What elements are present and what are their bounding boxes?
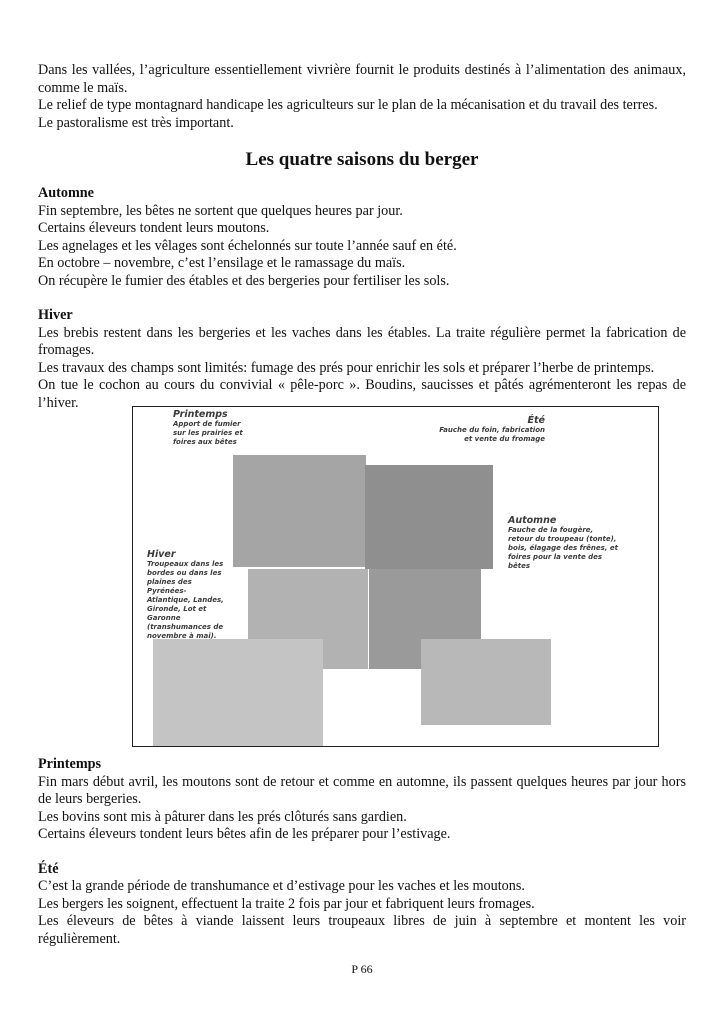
section-line: Les éleveurs de bêtes à viande laissent leurs troupeaux libres de juin à septembre et montent les voir régulièrement. [38,913,686,947]
section-line: Les bergers les soignent, effectuent la traite 2 fois par jour et fabriquent leurs fromages. [38,895,535,912]
photo-ete [365,465,493,569]
section-line: Certains éleveurs tondent leurs bêtes afin de les préparer pour l’estivage. [38,826,451,842]
photo-shepherd-flock [153,639,323,746]
document-body-lower [38,756,686,965]
section-line: Certains éleveurs tondent leurs moutons. [38,220,270,236]
section-hiver [38,307,686,412]
section-line: Les agnelages et les vêlages sont échelonnés sur toute l’année sauf en été. [38,237,457,254]
section-line: Les brebis restent dans les bergeries et les vaches dans les étables. La traite régulière permet la fabrication de fromages. [38,324,686,358]
caption-ete [433,415,545,444]
caption-text: Apport de fumier sur les prairies et foires aux bêtes [173,420,243,446]
section-automne [38,185,686,290]
section-heading: Printemps [38,756,102,772]
document-body [38,62,686,429]
caption-title: Hiver [147,549,176,560]
section-line: C’est la grande période de transhumance et d’estivage pour les vaches et les moutons. [38,878,525,894]
seasons-figure [132,406,659,747]
intro-paragraph: Dans les vallées, l’agriculture essentiellement vivrière fournit le produits destinés à l’alimentation des animaux, comme le maïs. [38,62,686,96]
caption-text: Fauche de la fougère, retour du troupeau (tonte), bois, élagage des frênes, et foires pour la vente des bêtes [508,526,618,570]
caption-title: Automne [508,515,557,526]
page-title: Les quatre saisons du berger [245,149,479,170]
section-heading: Été [38,860,59,877]
intro-block [38,62,686,132]
caption-hiver [147,549,229,641]
caption-printemps [173,409,255,447]
caption-text: Troupeaux dans les bordes ou dans les plaines des Pyrénées-Atlantique, Landes, Gironde, Lot et Garonne (transhumances de novembre à mai). [147,560,224,640]
caption-automne [508,515,620,571]
intro-paragraph: Le pastoralisme est très important. [38,114,234,131]
photo-printemps [233,455,366,567]
photo-donkey-ferns [421,639,551,725]
caption-text: Fauche du foin, fabrication et vente du fromage [439,426,545,443]
section-line: Fin septembre, les bêtes ne sortent que quelques heures par jour. [38,202,403,219]
intro-paragraph: Le relief de type montagnard handicape les agriculteurs sur le plan de la mécanisation et du travail des terres. [38,97,658,113]
section-heading: Hiver [38,307,73,323]
section-printemps [38,756,686,844]
section-line: En octobre – novembre, c’est l’ensilage et le ramassage du maïs. [38,255,406,271]
section-line: On tue le cochon au cours du convivial « pêle-porc ». Boudins, saucisses et pâtés agrémenteront les repas de l’hiver. [38,377,686,411]
section-line: Fin mars début avril, les moutons sont de retour et comme en automne, ils passent quelques heures par jour hors de leurs bergeries. [38,773,686,807]
section-line: Les travaux des champs sont limités: fumage des prés pour enrichir les sols et préparer l’herbe de printemps. [38,359,655,376]
section-line: Les bovins sont mis à pâturer dans les prés clôturés sans gardien. [38,808,407,825]
caption-title: Printemps [173,409,228,420]
section-heading: Automne [38,185,94,201]
caption-title: Été [527,415,545,426]
page-number: P 66 [351,962,373,976]
section-ete [38,861,686,949]
section-line: On récupère le fumier des étables et des bergeries pour fertiliser les sols. [38,272,450,289]
